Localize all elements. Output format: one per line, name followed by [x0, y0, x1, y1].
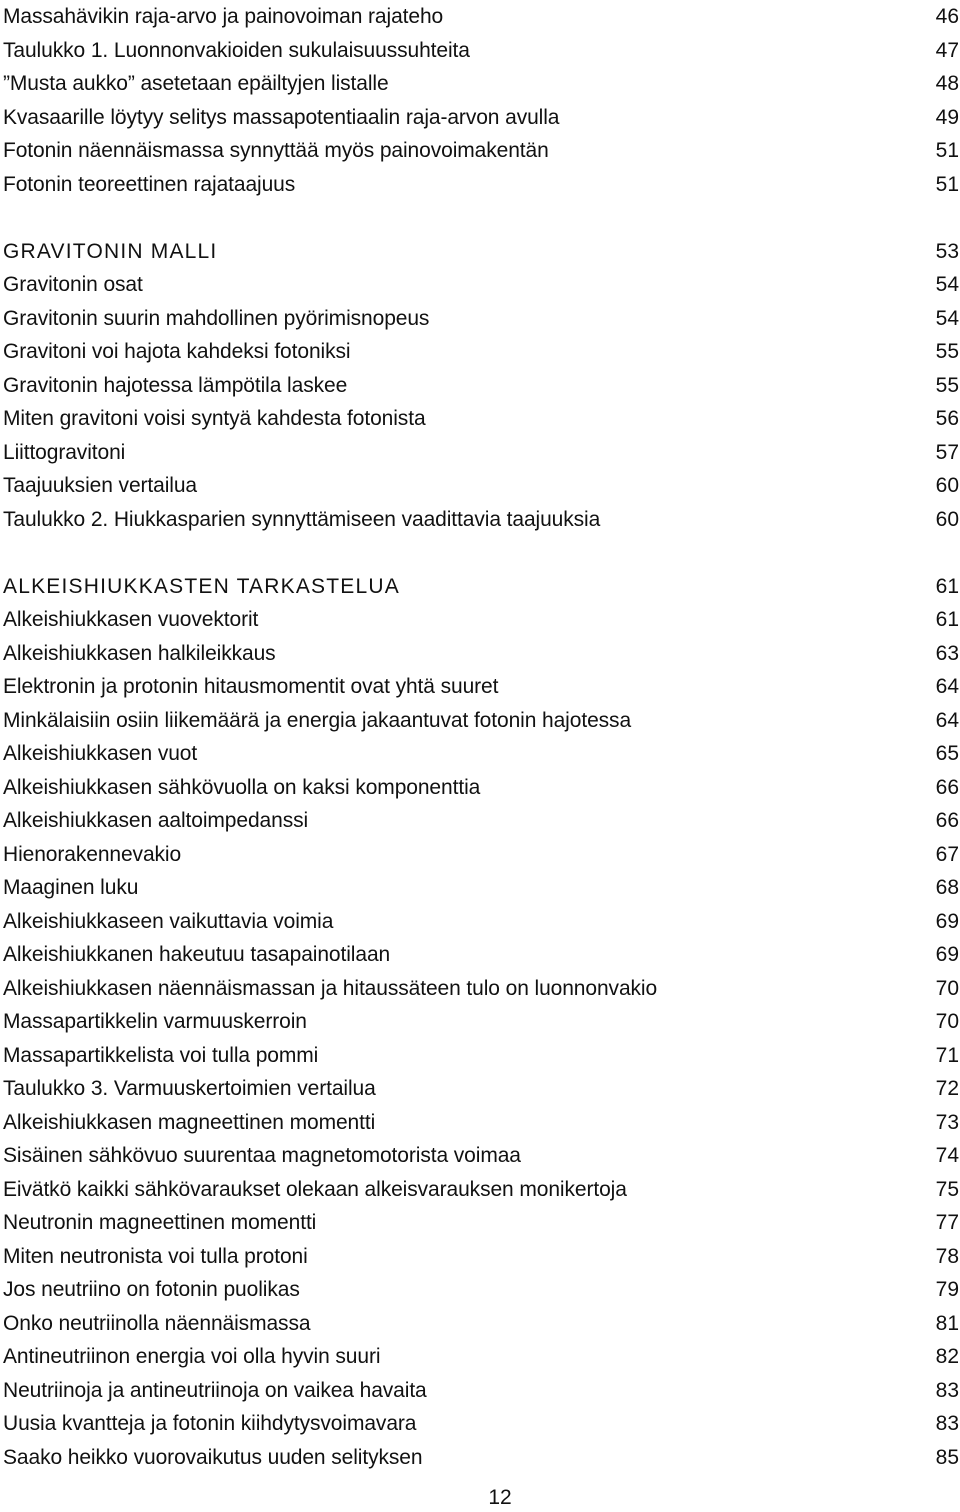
- toc-heading-page: 61: [935, 574, 959, 598]
- toc-entry-page: 49: [935, 105, 959, 129]
- toc-entry-page: 63: [935, 641, 959, 665]
- toc-entry-page: 82: [935, 1345, 959, 1368]
- toc-entry[interactable]: [0, 1374, 960, 1408]
- toc-entry-title: Alkeishiukkasen halkileikkaus: [3, 641, 276, 665]
- toc-entry-title: Alkeishiukkasen vuovektorit: [3, 608, 259, 631]
- toc-entry[interactable]: [0, 1307, 960, 1341]
- toc-entry-title: Eivätkö kaikki sähkövaraukset olekaan alkeisvarauksen monikertoja: [3, 1177, 627, 1201]
- toc-entry-title: Alkeishiukkaseen vaikuttavia voimia: [3, 909, 334, 933]
- toc-entry-page: 64: [935, 708, 959, 732]
- toc-entry-page: 66: [935, 809, 959, 832]
- toc-entry-title: Gravitoni voi hajota kahdeksi fotoniksi: [3, 340, 351, 363]
- toc-entry-title: Liittogravitoni: [3, 440, 126, 464]
- toc-entry-page: 64: [935, 675, 959, 698]
- toc-entry-title: Fotonin teoreettinen rajataajuus: [3, 172, 296, 196]
- toc-entry[interactable]: [0, 436, 960, 470]
- toc-entry[interactable]: [0, 1072, 960, 1106]
- toc-entry-page: 54: [935, 306, 959, 330]
- toc-entry-page: 72: [935, 1077, 959, 1100]
- toc-entry[interactable]: [0, 134, 960, 168]
- toc-entry-title: Massapartikkelista voi tulla pommi: [3, 1043, 319, 1067]
- toc-section-heading[interactable]: [0, 570, 960, 604]
- toc-entry[interactable]: [0, 1407, 960, 1441]
- toc-entry[interactable]: [0, 1139, 960, 1173]
- toc-entry-title: ”Musta aukko” asetetaan epäiltyjen listalle: [3, 72, 389, 95]
- toc-entry-page: 70: [935, 976, 959, 1000]
- toc-entry-page: 51: [935, 172, 959, 196]
- toc-section-heading[interactable]: [0, 235, 960, 269]
- toc-entry-title: Antineutriinon energia voi olla hyvin suuri: [3, 1345, 381, 1368]
- toc-entry-title: Hienorakennevakio: [3, 842, 182, 866]
- toc-entry-page: 83: [935, 1378, 959, 1402]
- toc-entry[interactable]: [0, 1005, 960, 1039]
- toc-entry-page: 69: [935, 909, 959, 933]
- page-number: 12: [488, 1486, 512, 1509]
- toc-entry-title: Taulukko 3. Varmuuskertoimien vertailua: [3, 1077, 376, 1100]
- toc-entry-page: 68: [935, 876, 959, 899]
- toc-entry-title: Sisäinen sähkövuo suurentaa magnetomotorista voimaa: [3, 1144, 521, 1167]
- toc-entry-title: Uusia kvantteja ja fotonin kiihdytysvoimavara: [3, 1412, 417, 1435]
- toc-entry-page: 61: [935, 608, 959, 631]
- toc-entry-page: 57: [935, 440, 959, 464]
- toc-entry[interactable]: [0, 938, 960, 972]
- toc-entry-title: Alkeishiukkasen sähkövuolla on kaksi komponenttia: [3, 775, 481, 799]
- toc-entry-page: 74: [935, 1144, 959, 1167]
- toc-entry-page: 54: [935, 273, 959, 296]
- toc-entry[interactable]: [0, 1340, 960, 1374]
- toc-entry-title: Alkeishiukkasen vuot: [3, 742, 198, 765]
- toc-entry[interactable]: [0, 603, 960, 637]
- toc-entry-page: 55: [935, 373, 959, 397]
- toc-entry-page: 48: [935, 72, 959, 95]
- section-gap: [0, 201, 960, 235]
- toc-entry[interactable]: [0, 1273, 960, 1307]
- toc-entry-title: Alkeishiukkasen magneettinen momentti: [3, 1110, 376, 1134]
- toc-entry-page: 65: [935, 742, 959, 765]
- toc-entry-title: Kvasaarille löytyy selitys massapotentiaalin raja-arvon avulla: [3, 105, 560, 129]
- toc-entry[interactable]: [0, 1206, 960, 1240]
- toc-entry[interactable]: [0, 804, 960, 838]
- toc-entry-title: Miten gravitoni voisi syntyä kahdesta fotonista: [3, 407, 426, 430]
- toc-entry-title: Maaginen luku: [3, 876, 139, 899]
- toc-entry[interactable]: [0, 1173, 960, 1207]
- toc-entry-title: Taulukko 1. Luonnonvakioiden sukulaisuussuhteita: [3, 38, 470, 62]
- toc-entry-title: Neutriinoja ja antineutriinoja on vaikea havaita: [3, 1378, 427, 1402]
- toc-entry[interactable]: [0, 34, 960, 68]
- toc-entry[interactable]: [0, 637, 960, 671]
- toc-entry-title: Massahävikin raja-arvo ja painovoiman rajateho: [3, 5, 444, 28]
- toc-entry[interactable]: [0, 402, 960, 436]
- toc-entry[interactable]: [0, 838, 960, 872]
- toc-entry[interactable]: [0, 469, 960, 503]
- toc-entry-page: 83: [935, 1412, 959, 1435]
- toc-entry[interactable]: [0, 503, 960, 537]
- toc-entry-page: 79: [935, 1278, 959, 1301]
- toc-entry[interactable]: [0, 704, 960, 738]
- section-gap: [0, 536, 960, 570]
- toc-entry[interactable]: [0, 335, 960, 369]
- toc-entry-page: 60: [935, 507, 959, 531]
- toc-entry[interactable]: [0, 1106, 960, 1140]
- toc-entry-title: Neutronin magneettinen momentti: [3, 1211, 317, 1234]
- toc-entry-page: 67: [935, 842, 959, 866]
- toc-entry-title: Alkeishiukkanen hakeutuu tasapainotilaan: [3, 943, 391, 966]
- toc-entry-title: Alkeishiukkasen aaltoimpedanssi: [3, 809, 309, 832]
- toc-entry-page: 71: [935, 1043, 959, 1067]
- toc-entry-page: 69: [935, 943, 959, 966]
- toc-entry-title: Gravitonin osat: [3, 273, 143, 296]
- toc-entry[interactable]: [0, 369, 960, 403]
- toc-entry[interactable]: [0, 302, 960, 336]
- toc-entry-page: 77: [935, 1211, 959, 1234]
- toc-entry-page: 78: [935, 1244, 959, 1268]
- toc-entry-page: 60: [935, 474, 959, 497]
- toc-entry-title: Massapartikkelin varmuuskerroin: [3, 1010, 307, 1033]
- toc-entry-title: Taulukko 2. Hiukkasparien synnyttämiseen vaadittavia taajuuksia: [3, 507, 601, 531]
- toc-entry[interactable]: [0, 1240, 960, 1274]
- toc-entry-page: 70: [935, 1010, 959, 1033]
- toc-entry-title: Elektronin ja protonin hitausmomentit ovat yhtä suuret: [3, 675, 499, 698]
- toc-entry-title: Saako heikko vuorovaikutus uuden selityksen: [3, 1445, 423, 1469]
- toc-entry-page: 47: [935, 38, 959, 62]
- toc-heading-title: GRAVITONIN MALLI: [3, 239, 218, 263]
- toc-entry[interactable]: [0, 1039, 960, 1073]
- toc-entry[interactable]: [0, 67, 960, 101]
- toc-entry-title: Taajuuksien vertailua: [3, 474, 198, 497]
- toc-entry-title: Alkeishiukkasen näennäismassan ja hitaussäteen tulo on luonnonvakio: [3, 976, 658, 1000]
- toc-entry-title: Miten neutronista voi tulla protoni: [3, 1244, 308, 1268]
- toc-entry[interactable]: [0, 268, 960, 302]
- toc-entry-title: Jos neutriino on fotonin puolikas: [3, 1278, 300, 1301]
- toc-entry[interactable]: [0, 771, 960, 805]
- toc-entry[interactable]: [0, 168, 960, 202]
- toc-entry-page: 85: [935, 1445, 959, 1469]
- toc-entry-page: 66: [935, 775, 959, 799]
- toc-entry[interactable]: [0, 871, 960, 905]
- toc-entry-page: 75: [935, 1177, 959, 1201]
- toc-entry-page: 81: [935, 1311, 959, 1335]
- toc-entry[interactable]: [0, 1441, 960, 1475]
- toc-entry-page: 56: [935, 407, 959, 430]
- toc-entry-page: 46: [935, 5, 959, 28]
- toc-entry[interactable]: [0, 670, 960, 704]
- toc-entry-title: Minkälaisiin osiin liikemäärä ja energia jakaantuvat fotonin hajotessa: [3, 708, 632, 732]
- toc-entry[interactable]: [0, 905, 960, 939]
- toc-entry-page: 51: [935, 139, 959, 162]
- toc-entry-title: Gravitonin suurin mahdollinen pyörimisnopeus: [3, 306, 430, 330]
- toc-entry-title: Fotonin näennäismassa synnyttää myös painovoimakentän: [3, 139, 549, 162]
- toc-entry-page: 73: [935, 1110, 959, 1134]
- toc-entry[interactable]: [0, 101, 960, 135]
- toc-heading-page: 53: [935, 239, 959, 263]
- toc-entry-title: Onko neutriinolla näennäismassa: [3, 1311, 311, 1335]
- toc-entry-page: 55: [935, 340, 959, 363]
- toc-entry-title: Gravitonin hajotessa lämpötila laskee: [3, 373, 348, 397]
- toc-entry[interactable]: [0, 972, 960, 1006]
- toc-heading-title: ALKEISHIUKKASTEN TARKASTELUA: [3, 574, 400, 598]
- toc-entry[interactable]: [0, 737, 960, 771]
- toc-entry[interactable]: [0, 0, 960, 34]
